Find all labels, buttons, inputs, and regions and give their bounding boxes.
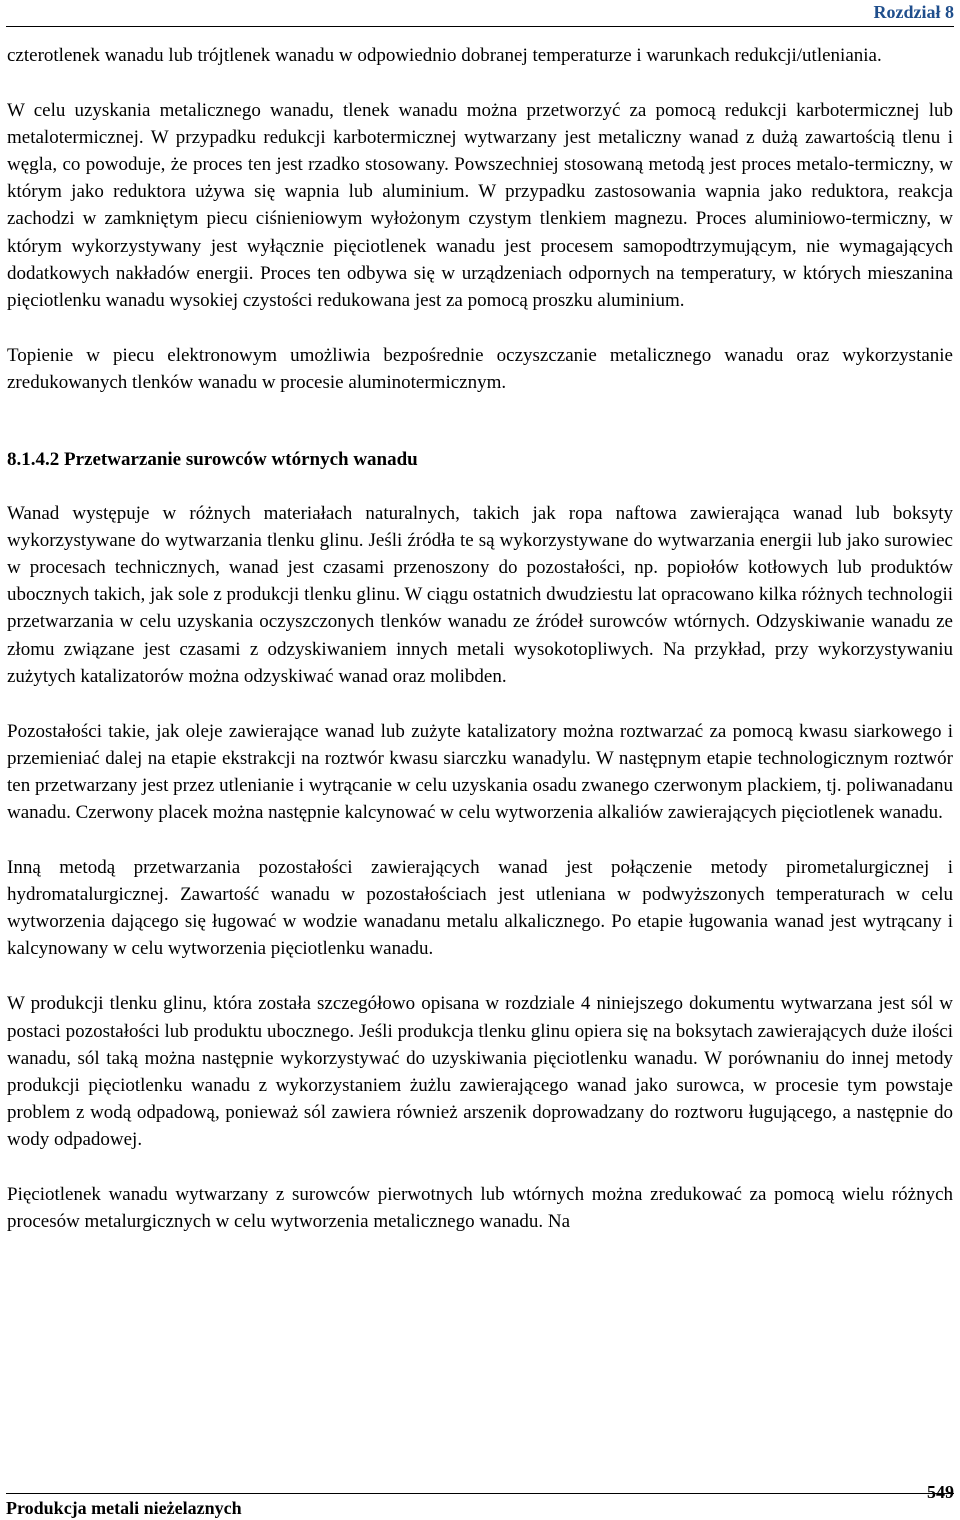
section-heading: 8.1.4.2 Przetwarzanie surowców wtórnych wanadu [7, 449, 418, 471]
section-paragraph-5: Pięciotlenek wanadu wytwarzany z surowców pierwotnych lub wtórnych można zredukować za pomocą wielu różnych procesów metalurgicznych w celu wytworzenia metalicznego wanadu. Na [7, 1184, 953, 1233]
paragraph-1: czterotlenek wanadu lub trójtlenek wanadu w odpowiednio dobranej temperaturze i warunkach redukcji/utleniania. [7, 45, 882, 66]
chapter-label: Rozdział 8 [873, 2, 954, 22]
page-number: 549 [927, 1482, 954, 1502]
page-footer [6, 1482, 954, 1520]
section-paragraph-3: Inną metodą przetwarzania pozostałości zawierających wanad jest połączenie metody pirometalurgicznej i hydromatalurgicznej. Zawartość wanadu w pozostałościach jest utleniana w podwyższonych temperaturach w celu wytworzenia dającego się ługować w wodzie wanadanu metalu alkalicznego. Po etapie ługowania wanad jest wytrącany i kalcynowany w celu wytworzenia pięciotlenku wanadu. [7, 857, 953, 960]
paragraph-3: Topienie w piecu elektronowym umożliwia bezpośrednie oczyszczanie metalicznego wanadu oraz wykorzystanie zredukowanych tlenków wanadu w procesie aluminotermicznym. [7, 344, 953, 393]
document-body [7, 42, 953, 1263]
section-paragraph-4: W produkcji tlenku glinu, która została szczegółowo opisana w rozdziale 4 niniejszego dokumentu wytwarzana jest sól w postaci pozostałości lub produktu ubocznego. Jeśli produkcja tlenku glinu opiera się na boksytach zawierających duże ilości wanadu, sól taką można następnie wykorzystywać do uzyskiwania pięciotlenku wanadu. W porównaniu do innej metody produkcji pięciotlenku wanadu z wykorzystaniem żużlu zawierającego wanad jako surowca, w procesie tym powstaje problem z wodą odpadową, ponieważ sól zawiera również arszenik doprowadzany do roztworu ługującego, a następnie do wody odpadowej. [7, 993, 953, 1150]
section-paragraph-1: Wanad występuje w różnych materiałach naturalnych, takich jak ropa naftowa zawierająca wanad lub boksyty wykorzystywane do wytwarzania tlenku glinu. Jeśli źródła te są wykorzystywane do wytwarzania energii lub jako surowiec w procesach technicznych, wanad jest czasami przenoszony do pozostałości, np. popiołów kotłowych lub produktów ubocznych takich, jak sole z produkcji tlenku glinu. W ciągu ostatnich dwudziestu lat opracowano kilka różnych technologii przetwarzania w celu uzyskania oczyszczonych tlenków wanadu ze źródeł surowców wtórnych. Odzyskiwanie wanadu ze złomu związane jest czasami z odzyskiwaniem innych metali wysokotopliwych. Na przykład, przy wykorzystywaniu zużytych katalizatorów można odzyskiwać wanad oraz molibden. [7, 503, 953, 687]
paragraph-2: W celu uzyskania metalicznego wanadu, tlenek wanadu można przetworzyć za pomocą redukcji karbotermicznej lub metalotermicznej. W przypadku redukcji karbotermicznej wytwarzany jest metaliczny wanad z dużą zawartością tlenu i węgla, co powoduje, że proces ten jest rzadko stosowany. Powszechniej stosowaną metodą jest proces metalo-termiczny, w którym jako reduktora używa się wapnia lub aluminium. W przypadku zastosowania wapnia jako reduktora, reakcja zachodzi w zamkniętym piecu ciśnieniowym wyłożonym czystym tlenkiem magnezu. Proces aluminiowo-termiczny, w którym wykorzystywany jest wyłącznie pięciotlenek wanadu jest procesem samopodtrzymującym, nie wymagających dodatkowych nakładów energii. Proces ten odbywa się w urządzeniach odpornych na temperatury, w których mieszanina pięciotlenku wanadu wysokiej czystości redukowana jest za pomocą proszku aluminium. [7, 100, 953, 311]
page-header [6, 2, 954, 27]
section-paragraph-2: Pozostałości takie, jak oleje zawierające wanad lub zużyte katalizatory można roztwarzać za pomocą kwasu siarkowego i przemieniać dalej na etapie ekstrakcji na roztwór kwasu siarczku wanadylu. W następnym etapie technologicznym roztwór ten przetwarzany jest przez utlenianie i wytrącanie w celu uzyskania osadu zwanego czerwonym plackiem, tj. poliwanadanu wanadu. Czerwony placek można następnie kalcynować w celu wytworzenia alkaliów zawierających pięciotlenek wanadu. [7, 720, 953, 823]
footer-title: Produkcja metali nieżelaznych [6, 1498, 242, 1518]
